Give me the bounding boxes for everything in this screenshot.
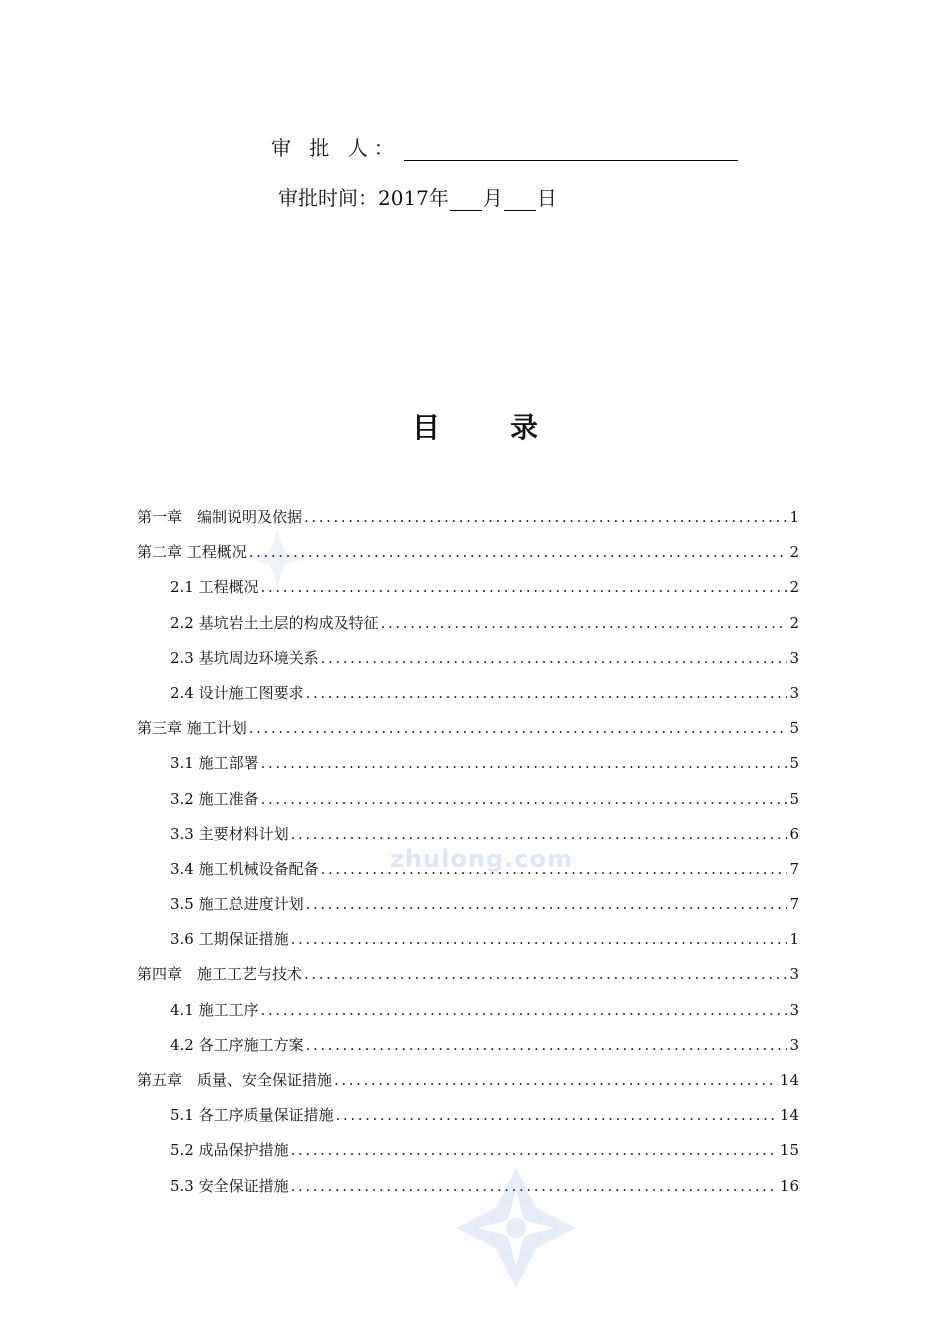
toc-entry-page: 1 (789, 508, 799, 526)
toc-section-entry[interactable] (137, 1133, 799, 1168)
toc-chapter-entry[interactable] (137, 535, 799, 570)
toc-section-entry[interactable] (137, 1098, 799, 1133)
toc-entry-page: 6 (789, 824, 799, 843)
toc-entry-page: 14 (779, 1071, 799, 1089)
toc-dot-leader (306, 676, 788, 711)
toc-dot-leader (291, 1133, 778, 1168)
toc-chapter-entry[interactable] (137, 500, 799, 535)
toc-entry-label: 第三章 施工计划 (137, 719, 247, 738)
toc-chapter-entry[interactable] (137, 1063, 799, 1098)
toc-section-entry[interactable] (137, 1169, 799, 1204)
toc-entry-label: 2.2 基坑岩土土层的构成及特征 (170, 613, 379, 632)
table-of-contents (137, 500, 799, 1204)
toc-entry-page: 2 (789, 543, 799, 562)
toc-entry-page: 3 (789, 965, 799, 984)
toc-entry-page: 3 (789, 648, 799, 667)
toc-entry-label: 3.3 主要材料计划 (170, 824, 289, 843)
toc-dot-leader (306, 887, 788, 922)
toc-dot-leader (291, 922, 788, 957)
toc-chapter-entry[interactable] (137, 957, 799, 992)
approval-year: 2017年 (378, 186, 449, 210)
toc-dot-leader (334, 1063, 778, 1098)
toc-entry-label: 2.1 工程概况 (170, 578, 259, 597)
toc-section-entry[interactable] (137, 852, 799, 887)
toc-dot-leader (381, 606, 788, 641)
toc-dot-leader (261, 993, 788, 1028)
toc-entry-page: 15 (779, 1141, 799, 1160)
toc-entry-label: 3.6 工期保证措施 (170, 930, 289, 949)
approver-signature-blank (404, 138, 738, 161)
toc-entry-page: 14 (779, 1106, 799, 1125)
toc-dot-leader (306, 1028, 788, 1063)
toc-dot-leader (249, 535, 788, 570)
toc-section-entry[interactable] (137, 993, 799, 1028)
toc-entry-page: 7 (789, 895, 799, 914)
toc-title: 目录 (411, 411, 608, 444)
toc-entry-label: 3.5 施工总进度计划 (170, 895, 304, 914)
toc-dot-leader (291, 817, 788, 852)
toc-section-entry[interactable] (137, 887, 799, 922)
toc-entry-page: 5 (789, 789, 799, 808)
toc-dot-leader (291, 1169, 778, 1204)
toc-dot-leader (261, 570, 788, 605)
toc-dot-leader (336, 1098, 778, 1133)
toc-section-entry[interactable] (137, 676, 799, 711)
toc-entry-page: 16 (779, 1176, 799, 1195)
toc-dot-leader (261, 746, 788, 781)
toc-entry-label: 第一章 编制说明及依据 (137, 508, 303, 526)
approver-label: 审 批 人： (271, 136, 400, 160)
toc-entry-label: 5.3 安全保证措施 (170, 1176, 289, 1195)
toc-entry-page: 3 (789, 1000, 799, 1019)
toc-section-entry[interactable] (137, 641, 799, 676)
toc-entry-page: 2 (789, 613, 799, 632)
toc-chapter-entry[interactable] (137, 711, 799, 746)
toc-dot-leader (304, 500, 787, 535)
toc-section-entry[interactable] (137, 817, 799, 852)
toc-section-entry[interactable] (137, 570, 799, 605)
day-blank (504, 190, 536, 211)
toc-dot-leader (261, 782, 788, 817)
toc-entry-label: 第二章 工程概况 (137, 543, 247, 562)
month-blank (450, 190, 482, 211)
toc-section-entry[interactable] (137, 746, 799, 781)
toc-entry-label: 5.2 成品保护措施 (170, 1141, 289, 1160)
toc-section-entry[interactable] (137, 922, 799, 957)
toc-entry-label: 第四章 施工工艺与技术 (137, 965, 303, 984)
toc-entry-page: 2 (789, 578, 799, 597)
toc-entry-page: 3 (789, 1035, 799, 1054)
watermark-text: zhulong.com (390, 845, 573, 873)
toc-section-entry[interactable] (137, 606, 799, 641)
toc-entry-page: 5 (789, 754, 799, 773)
toc-entry-page: 7 (789, 859, 799, 878)
toc-entry-page: 1 (789, 930, 799, 949)
day-suffix: 日 (536, 186, 557, 210)
approval-date-line (278, 182, 557, 211)
toc-entry-label: 4.2 各工序施工方案 (170, 1035, 304, 1054)
toc-entry-label: 5.1 各工序质量保证措施 (170, 1106, 334, 1125)
toc-dot-leader (321, 852, 788, 887)
toc-entry-label: 3.4 施工机械设备配备 (170, 859, 319, 878)
toc-dot-leader (321, 641, 788, 676)
toc-entry-label: 2.3 基坑周边环境关系 (170, 648, 319, 667)
month-suffix: 月 (482, 186, 503, 210)
toc-entry-label: 3.1 施工部署 (170, 754, 259, 773)
approval-date-label: 审批时间： (278, 186, 378, 210)
toc-entry-page: 3 (789, 683, 799, 702)
toc-entry-page: 5 (789, 719, 799, 738)
toc-entry-label: 2.4 设计施工图要求 (170, 683, 304, 702)
toc-dot-leader (304, 957, 787, 992)
approver-line (271, 132, 738, 161)
toc-entry-label: 第五章 质量、安全保证措施 (137, 1071, 333, 1089)
toc-dot-leader (249, 711, 788, 746)
toc-entry-label: 3.2 施工准备 (170, 789, 259, 808)
toc-section-entry[interactable] (137, 1028, 799, 1063)
toc-section-entry[interactable] (137, 782, 799, 817)
toc-entry-label: 4.1 施工工序 (170, 1000, 259, 1019)
